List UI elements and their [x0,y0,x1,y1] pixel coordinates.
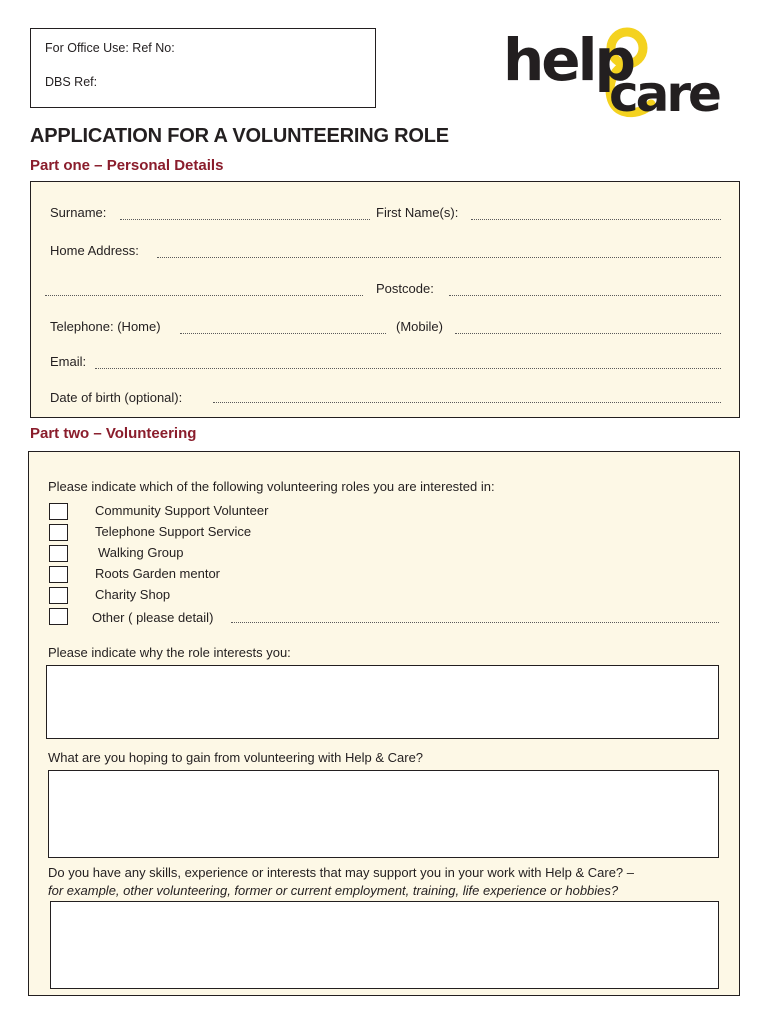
skills-answer-box[interactable] [50,901,719,989]
role-checkbox-walking-group[interactable] [49,545,68,562]
role-label-telephone-support: Telephone Support Service [95,524,252,539]
surname-field[interactable] [120,219,370,220]
gain-question: What are you hoping to gain from volunteering with Help & Care? [48,750,424,765]
role-checkbox-other[interactable] [49,608,68,625]
surname-label: Surname: [50,205,107,220]
email-field[interactable] [95,368,721,369]
mobile-field[interactable] [455,333,721,334]
role-label-community-support: Community Support Volunteer [95,503,269,518]
telephone-home-field[interactable] [180,333,386,334]
logo-word-care: care [609,65,719,123]
office-use-box [30,28,376,108]
first-names-field[interactable] [471,219,721,220]
skills-question-example: for example, other volunteering, former or current employment, training, life experience or hobbies? [48,883,619,898]
postcode-label: Postcode: [376,281,434,296]
role-checkbox-charity-shop[interactable] [49,587,68,604]
volunteering-panel [28,451,740,996]
role-checkbox-roots-garden[interactable] [49,566,68,583]
part-two-heading: Part two – Volunteering [30,425,197,442]
office-ref-label: For Office Use: Ref No: [45,41,175,55]
home-address-field[interactable] [157,257,721,258]
help-and-care-logo [503,22,743,127]
role-label-charity-shop: Charity Shop [95,587,171,602]
part-one-heading: Part one – Personal Details [30,157,224,174]
dob-field[interactable] [213,402,721,403]
roles-prompt: Please indicate which of the following volunteering roles you are interested in: [48,479,495,494]
interest-answer-box[interactable] [46,665,719,739]
mobile-label: (Mobile) [396,319,443,334]
skills-question: Do you have any skills, experience or interests that may support you in your work with Help & Care? – [48,865,634,880]
role-label-other: Other ( please detail) [92,610,214,625]
page-title: APPLICATION FOR A VOLUNTEERING ROLE [30,125,449,147]
dob-label: Date of birth (optional): [50,390,183,405]
other-role-detail-field[interactable] [231,622,719,623]
personal-details-panel [30,181,740,418]
role-label-walking-group: Walking Group [98,545,184,560]
role-checkbox-telephone-support[interactable] [49,524,68,541]
postcode-field[interactable] [449,295,721,296]
email-label: Email: [50,354,87,369]
logo-word-help: help [503,26,634,94]
address-line-2-field[interactable] [45,295,363,296]
telephone-home-label: Telephone: (Home) [50,319,161,334]
interest-question: Please indicate why the role interests you: [48,645,291,660]
first-names-label: First Name(s): [376,205,459,220]
home-address-label: Home Address: [50,243,139,258]
gain-answer-box[interactable] [48,770,719,858]
dbs-ref-label: DBS Ref: [45,75,98,89]
role-checkbox-community-support[interactable] [49,503,68,520]
role-label-roots-garden: Roots Garden mentor [95,566,221,581]
